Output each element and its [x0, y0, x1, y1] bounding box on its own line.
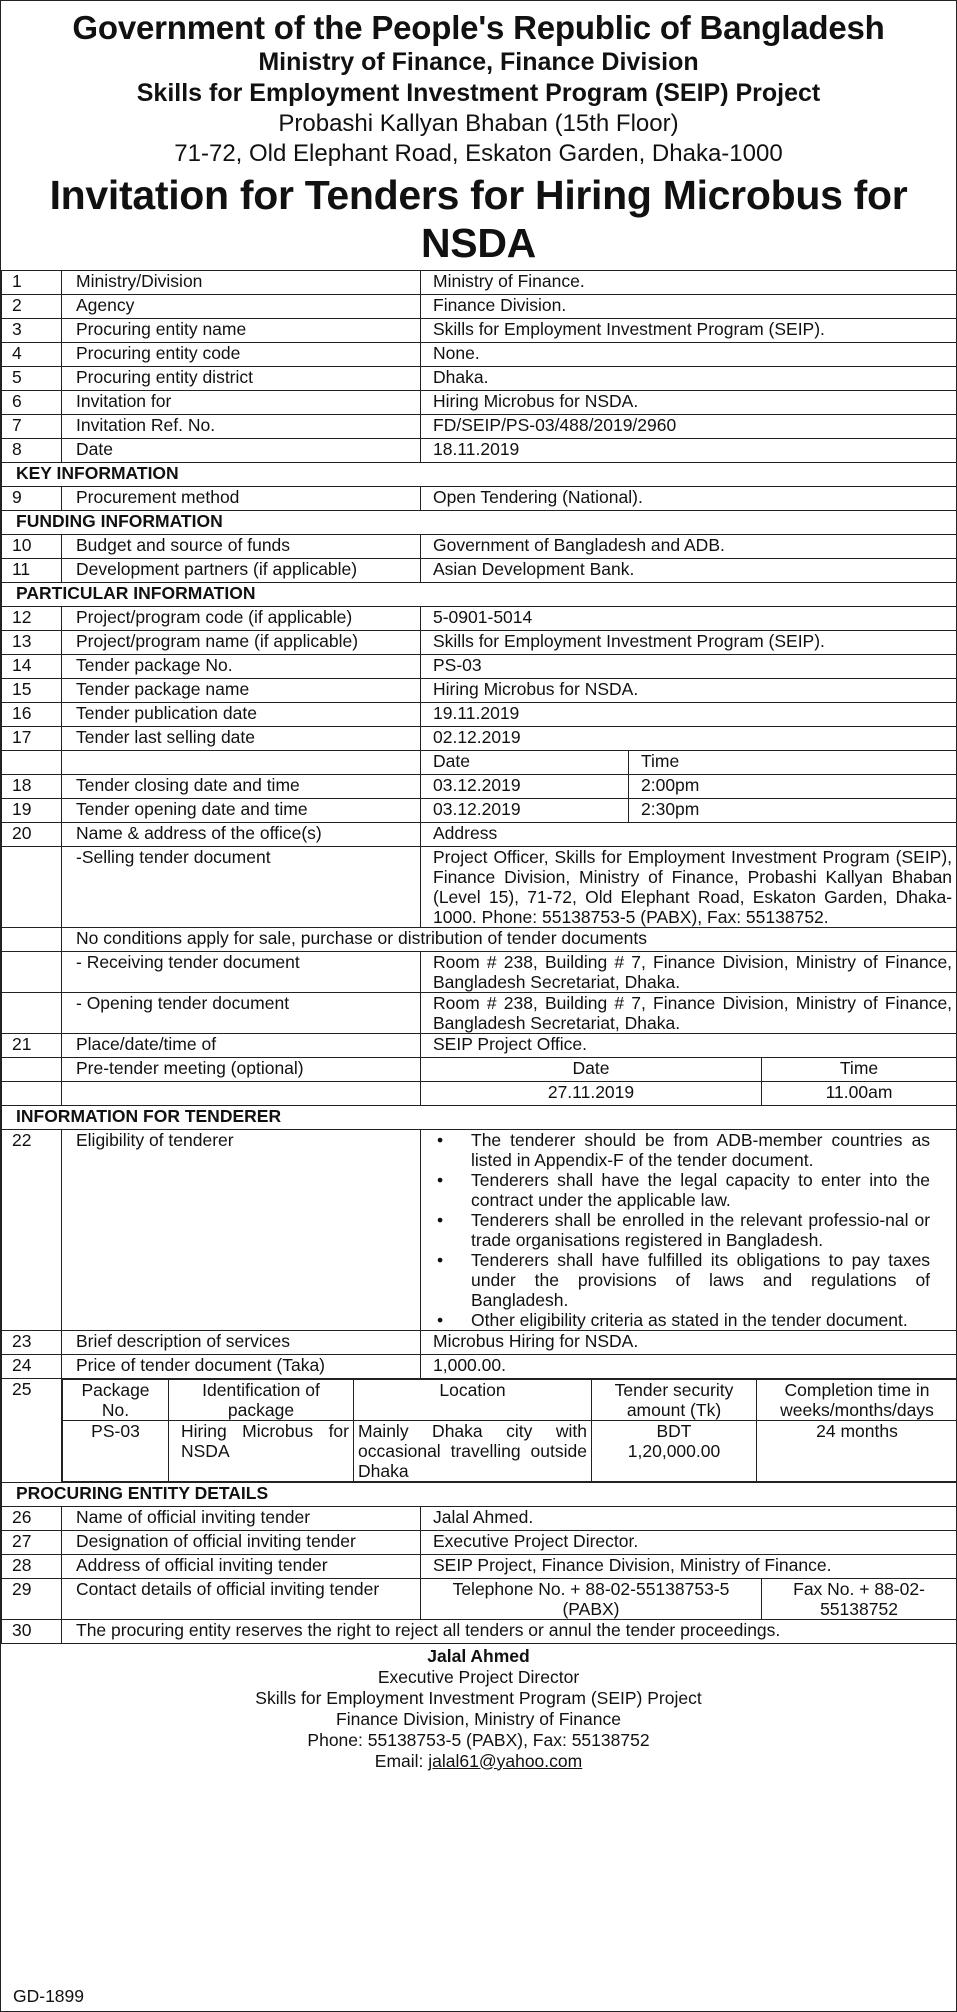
row-value: Dhaka. — [421, 367, 957, 391]
security-currency: BDT — [656, 1421, 692, 1441]
section-heading-key: KEY INFORMATION — [2, 463, 957, 487]
table-row — [2, 343, 957, 367]
gd-code: GD-1899 — [13, 1986, 85, 2006]
closing-time: 2:00pm — [629, 775, 957, 799]
head-identification: Identification of package — [169, 1380, 354, 1421]
row-label: Tender package name — [62, 679, 421, 703]
row-number: 14 — [2, 655, 62, 679]
row-number: 1 — [2, 271, 62, 295]
table-row — [2, 1506, 957, 1530]
table-row — [2, 415, 957, 439]
row-value: Microbus Hiring for NSDA. — [421, 1331, 957, 1355]
package-header-row — [2, 1379, 957, 1483]
row-value: SEIP Project, Finance Division, Ministry of Finance. — [421, 1554, 957, 1578]
row-number: 7 — [2, 415, 62, 439]
row-number: 8 — [2, 439, 62, 463]
row-label: Ministry/Division — [62, 271, 421, 295]
row-label: Tender publication date — [62, 703, 421, 727]
bullet: • — [437, 1130, 444, 1150]
section-row — [2, 1482, 957, 1506]
table-row — [2, 1578, 957, 1619]
bullet: • — [437, 1210, 444, 1230]
contact-telephone: Telephone No. + 88-02-55138753-5 (PABX) — [421, 1578, 762, 1619]
table-row — [2, 993, 957, 1034]
table-row — [2, 535, 957, 559]
package-table — [62, 1379, 957, 1482]
row-label: Project/program code (if applicable) — [62, 607, 421, 631]
eligibility-list — [421, 1130, 952, 1330]
row-number: 4 — [2, 343, 62, 367]
table-row — [2, 1058, 957, 1082]
section-row — [2, 1106, 957, 1130]
pre-tender-label: Pre-tender meeting (optional) — [62, 1058, 421, 1082]
row-label: Procuring entity district — [62, 367, 421, 391]
selling-address: Project Officer, Skills for Employment Investment Program (SEIP), Finance Division, Ministry of Finance, Probashi Kallyan Bhaban (Level 15), 71-72, Old Elephant Road, Eskaton Garden, Dhaka-1000. Phone: 55138753-5 (PABX), Fax: 55138752. — [421, 847, 957, 928]
row-number: 12 — [2, 607, 62, 631]
signatory-email-line: Email: jalal61@yahoo.com — [374, 1750, 583, 1771]
row-number: 11 — [2, 559, 62, 583]
row-value: Executive Project Director. — [421, 1530, 957, 1554]
section-row — [2, 511, 957, 535]
table-row — [2, 1554, 957, 1578]
row-number: 18 — [2, 775, 62, 799]
row-number: 6 — [2, 391, 62, 415]
row-value: Address — [421, 823, 957, 847]
row-label: Contact details of official inviting tender — [62, 1578, 421, 1619]
table-row — [2, 487, 957, 511]
completion-time: 24 months — [757, 1421, 957, 1482]
table-row — [2, 367, 957, 391]
government-heading: Government of the People's Republic of Bangladesh — [72, 9, 885, 46]
opening-date: 03.12.2019 — [421, 799, 629, 823]
table-row — [2, 799, 957, 823]
row-number: 5 — [2, 367, 62, 391]
table-row — [2, 1034, 957, 1058]
receiving-label: - Receiving tender document — [62, 952, 421, 993]
signatory-name: Jalal Ahmed — [427, 1645, 530, 1666]
row-label: Agency — [62, 295, 421, 319]
signatory-designation: Executive Project Director — [377, 1666, 580, 1687]
row-number: 13 — [2, 631, 62, 655]
row-value: None. — [421, 343, 957, 367]
date-column-head: Date — [421, 751, 629, 775]
meeting-date-head: Date — [421, 1058, 762, 1082]
list-item: • Other eligibility criteria as stated in the tender document. — [437, 1310, 908, 1330]
signatory-phone: Phone: 55138753-5 (PABX), Fax: 55138752 — [307, 1729, 650, 1750]
opening-time: 2:30pm — [629, 799, 957, 823]
notice-header — [1, 1, 956, 267]
table-row — [2, 295, 957, 319]
notice-title: Invitation for Tenders for Hiring Microbus for NSDA — [49, 172, 908, 266]
table-row — [2, 607, 957, 631]
row-value: FD/SEIP/PS-03/488/2019/2960 — [421, 415, 957, 439]
row-value: 5-0901-5014 — [421, 607, 957, 631]
table-row — [2, 847, 957, 928]
head-package-no: Package No. — [63, 1380, 169, 1421]
signatory-division: Finance Division, Ministry of Finance — [336, 1708, 621, 1729]
row-value: 19.11.2019 — [421, 703, 957, 727]
row-value: 02.12.2019 — [421, 727, 957, 751]
list-item: • Tenderers shall have the legal capacity to enter into the contract under the applicable law. — [437, 1170, 931, 1210]
head-location: Location — [354, 1380, 592, 1421]
no-conditions-note: No conditions apply for sale, purchase or distribution of tender documents — [62, 928, 957, 952]
table-row — [2, 559, 957, 583]
eligibility-list-cell — [421, 1130, 957, 1331]
table-row — [2, 775, 957, 799]
row-label: Tender last selling date — [62, 727, 421, 751]
row-value: 1,000.00. — [421, 1355, 957, 1379]
table-row — [2, 319, 957, 343]
row-label: Tender closing date and time — [62, 775, 421, 799]
row-label: Procuring entity name — [62, 319, 421, 343]
datetime-header-row — [2, 751, 957, 775]
table-row — [2, 1619, 957, 1643]
table-row — [2, 1331, 957, 1355]
meeting-time-head: Time — [762, 1058, 957, 1082]
row-label: Name & address of the office(s) — [62, 823, 421, 847]
row-label: Date — [62, 439, 421, 463]
opening-label: - Opening tender document — [62, 993, 421, 1034]
address-line-2: 71-72, Old Elephant Road, Eskaton Garden, Dhaka-1000 — [174, 140, 783, 167]
row-label: Invitation for — [62, 391, 421, 415]
row-number: 20 — [2, 823, 62, 847]
row-label: Invitation Ref. No. — [62, 415, 421, 439]
contact-fax: Fax No. + 88-02-55138752 — [762, 1578, 957, 1619]
row-label: Eligibility of tenderer — [62, 1130, 421, 1331]
row-label: Name of official inviting tender — [62, 1506, 421, 1530]
project-heading: Skills for Employment Investment Program (SEIP) Project — [136, 79, 821, 107]
opening-address: Room # 238, Building # 7, Finance Division, Ministry of Finance, Bangladesh Secretariat, Dhaka. — [421, 993, 957, 1034]
package-identification: Hiring Microbus for NSDA — [169, 1421, 354, 1482]
signature-block — [1, 1644, 956, 1776]
selling-label: -Selling tender document — [62, 847, 421, 928]
row-number: 19 — [2, 799, 62, 823]
reservation-note: The procuring entity reserves the right to reject all tenders or annul the tender proceedings. — [62, 1619, 957, 1643]
table-row — [2, 679, 957, 703]
list-item: • Tenderers shall have fulfilled its obligations to pay taxes under the provisions of laws and regulations of Bangladesh. — [437, 1250, 931, 1310]
row-value: PS-03 — [421, 655, 957, 679]
table-row — [2, 703, 957, 727]
meeting-time: 11.00am — [762, 1082, 957, 1106]
section-heading-procuring: PROCURING ENTITY DETAILS — [2, 1482, 957, 1506]
list-item: • The tenderer should be from ADB-member countries as listed in Appendix-F of the tender document. — [437, 1130, 931, 1170]
section-row — [2, 463, 957, 487]
row-number: 17 — [2, 727, 62, 751]
tender-table — [1, 270, 957, 1644]
row-number: 26 — [2, 1506, 62, 1530]
row-label: Place/date/time of — [62, 1034, 421, 1058]
bullet: • — [437, 1170, 444, 1190]
table-row — [2, 655, 957, 679]
table-row — [2, 928, 957, 952]
table-row — [2, 631, 957, 655]
row-value: Skills for Employment Investment Program (SEIP). — [421, 631, 957, 655]
package-location: Mainly Dhaka city with occasional travelling outside Dhaka — [354, 1421, 592, 1482]
bullet: • — [437, 1250, 444, 1270]
package-table-head — [63, 1380, 957, 1421]
package-table-row — [63, 1421, 957, 1482]
row-number: 25 — [2, 1379, 62, 1483]
row-value: Jalal Ahmed. — [421, 1506, 957, 1530]
row-label: Procurement method — [62, 487, 421, 511]
section-heading-tenderer: INFORMATION FOR TENDERER — [2, 1106, 957, 1130]
row-number: 28 — [2, 1554, 62, 1578]
row-label: Address of official inviting tender — [62, 1554, 421, 1578]
package-no: PS-03 — [63, 1421, 169, 1482]
row-value: Finance Division. — [421, 295, 957, 319]
row-number: 2 — [2, 295, 62, 319]
row-number: 16 — [2, 703, 62, 727]
list-item: • Tenderers shall be enrolled in the relevant professio-nal or trade organisations registered in Bangladesh. — [437, 1210, 931, 1250]
closing-date: 03.12.2019 — [421, 775, 629, 799]
row-label: Brief description of services — [62, 1331, 421, 1355]
bullet: • — [437, 1310, 444, 1330]
row-value: SEIP Project Office. — [421, 1034, 957, 1058]
table-row — [2, 1082, 957, 1106]
row-number: 3 — [2, 319, 62, 343]
table-row — [2, 952, 957, 993]
row-label: Tender package No. — [62, 655, 421, 679]
head-completion: Completion time in weeks/months/days — [757, 1380, 957, 1421]
section-row — [2, 583, 957, 607]
row-value: Hiring Microbus for NSDA. — [421, 391, 957, 415]
row-value: Skills for Employment Investment Program (SEIP). — [421, 319, 957, 343]
row-label: Tender opening date and time — [62, 799, 421, 823]
row-number: 30 — [2, 1619, 62, 1643]
table-row — [2, 1355, 957, 1379]
row-label: Budget and source of funds — [62, 535, 421, 559]
table-row — [2, 1530, 957, 1554]
row-number: 29 — [2, 1578, 62, 1619]
section-heading-particular: PARTICULAR INFORMATION — [2, 583, 957, 607]
signatory-project: Skills for Employment Investment Program (SEIP) Project — [255, 1687, 702, 1708]
row-label: Procuring entity code — [62, 343, 421, 367]
time-column-head: Time — [629, 751, 957, 775]
table-row — [2, 1130, 957, 1331]
table-row — [2, 391, 957, 415]
meeting-date: 27.11.2019 — [421, 1082, 762, 1106]
row-value: Asian Development Bank. — [421, 559, 957, 583]
row-value: Open Tendering (National). — [421, 487, 957, 511]
row-number: 27 — [2, 1530, 62, 1554]
ministry-heading: Ministry of Finance, Finance Division — [258, 48, 699, 76]
row-label: Designation of official inviting tender — [62, 1530, 421, 1554]
row-number: 24 — [2, 1355, 62, 1379]
row-label: Project/program name (if applicable) — [62, 631, 421, 655]
table-row — [2, 823, 957, 847]
head-security: Tender security amount (Tk) — [592, 1380, 757, 1421]
row-number: 15 — [2, 679, 62, 703]
row-label: Price of tender document (Taka) — [62, 1355, 421, 1379]
address-line-1: Probashi Kallyan Bhaban (15th Floor) — [278, 110, 679, 137]
row-number: 23 — [2, 1331, 62, 1355]
row-value: 18.11.2019 — [421, 439, 957, 463]
row-number: 21 — [2, 1034, 62, 1058]
row-number: 9 — [2, 487, 62, 511]
row-value: Government of Bangladesh and ADB. — [421, 535, 957, 559]
email-link[interactable]: jalal61@yahoo.com — [428, 1750, 583, 1771]
tender-security — [592, 1421, 757, 1482]
security-amount: 1,20,000.00 — [627, 1441, 721, 1461]
row-number: 10 — [2, 535, 62, 559]
table-row — [2, 439, 957, 463]
section-heading-funding: FUNDING INFORMATION — [2, 511, 957, 535]
row-value: Hiring Microbus for NSDA. — [421, 679, 957, 703]
receiving-address: Room # 238, Building # 7, Finance Division, Ministry of Finance, Bangladesh Secretariat, Dhaka. — [421, 952, 957, 993]
table-row — [2, 727, 957, 751]
row-label: Development partners (if applicable) — [62, 559, 421, 583]
table-row — [2, 271, 957, 295]
row-value: Ministry of Finance. — [421, 271, 957, 295]
row-number: 22 — [2, 1130, 62, 1331]
